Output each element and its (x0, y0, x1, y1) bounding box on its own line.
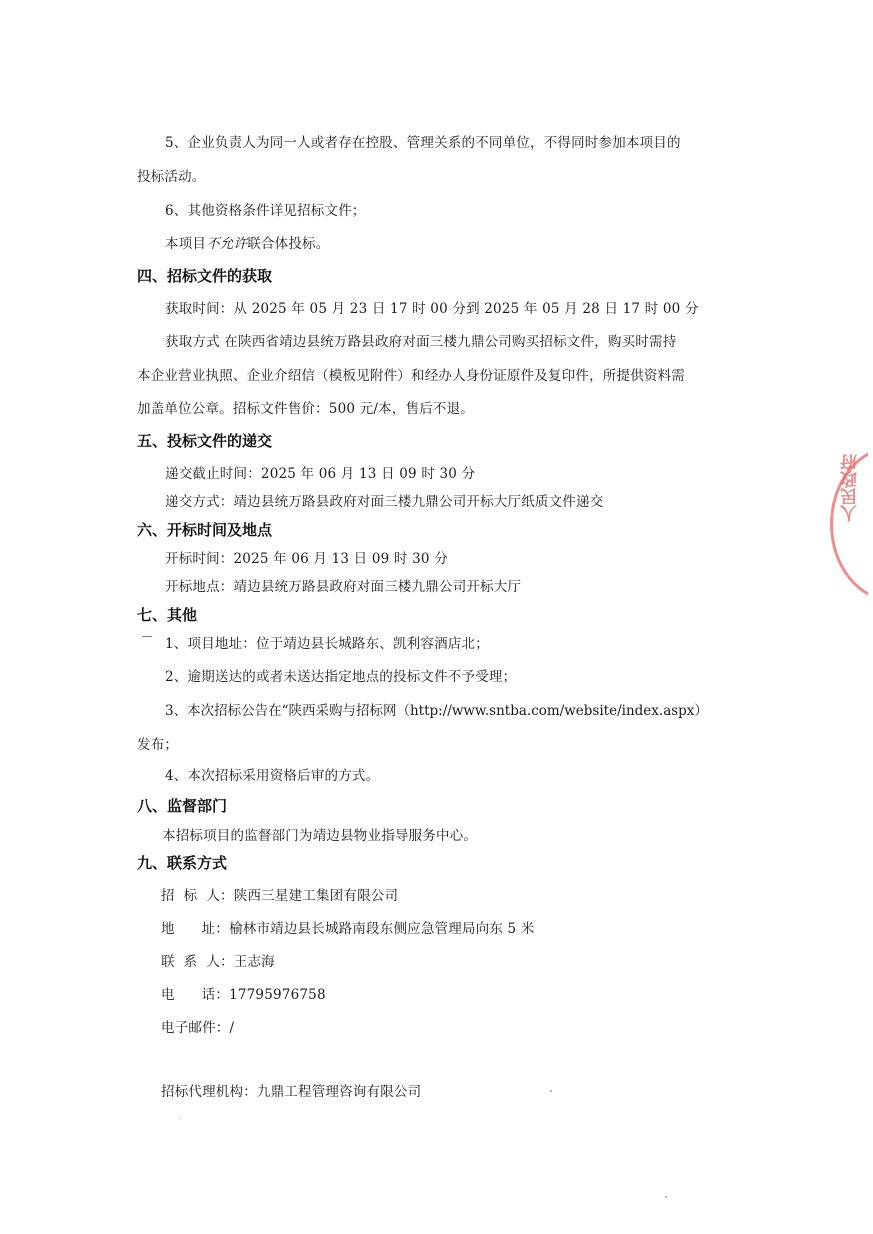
scan-speck (180, 1118, 181, 1119)
section5-deadline: 递交截止时间：2025 年 06 月 13 日 09 时 30 分 (165, 466, 476, 482)
item6: 6、其他资格条件详见招标文件； (165, 203, 366, 219)
section5-method: 递交方式：靖边县统万路县政府对面三楼九鼎公司开标大厅纸质文件递交 (165, 494, 604, 510)
contact-phone (161, 986, 326, 1004)
item5-line1: 5、企业负责人为同一人或者存在控股、管理关系的不同单位，不得同时参加本项目的 (165, 135, 681, 151)
section7-item2: 2、逾期送达的或者未送达指定地点的投标文件不予受理； (165, 669, 517, 685)
official-seal-stamp (828, 446, 868, 596)
section4-method-line1: 获取方式 在陕西省靖边县统万路县政府对面三楼九鼎公司购买招标文件，购买时需持 (165, 334, 677, 350)
seal-text: 人民政府 (841, 454, 861, 522)
section4-time: 获取时间：从 2025 年 05 月 23 日 17 时 00 分到 2025 年 05 月 28 日 17 时 00 分 (165, 301, 699, 317)
section5-heading: 五、投标文件的递交 (137, 432, 273, 450)
section8-heading: 八、监督部门 (137, 797, 228, 815)
section6-time: 开标时间：2025 年 06 月 13 日 09 时 30 分 (165, 551, 448, 567)
margin-tick-mark (142, 636, 152, 637)
section7-item3-line2: 发布； (137, 737, 179, 753)
address-label: 地 址： (161, 921, 230, 937)
consortium-italic: 不允许 (206, 236, 248, 252)
consortium-suffix: 联合体投标。 (247, 236, 330, 252)
contact-person (161, 953, 275, 971)
section4-method-line3: 加盖单位公章。招标文件售价：500 元/本，售后不退。 (137, 401, 475, 417)
consortium-note (165, 235, 329, 253)
section4-method-line2: 本企业营业执照、企业介绍信（模板见附件）和经办人身份证原件及复印件，所提供资料需 (137, 368, 685, 384)
tenderer-label: 招 标 人： (161, 888, 234, 904)
address-value: 榆林市靖边县长城路南段东侧应急管理局向东 5 米 (229, 921, 535, 937)
agency-label: 招标代理机构： (161, 1084, 257, 1100)
contact-email (161, 1019, 234, 1037)
scan-speck (550, 1090, 552, 1092)
section9-heading: 九、联系方式 (137, 854, 228, 872)
section6-place: 开标地点：靖边县统万路县政府对面三楼九鼎公司开标大厅 (165, 579, 522, 595)
agency-value: 九鼎工程管理咨询有限公司 (256, 1084, 422, 1100)
section8-text: 本招标项目的监督部门为靖边县物业指导服务中心。 (162, 828, 478, 844)
phone-label: 电 话： (161, 987, 230, 1003)
phone-value: 17795976758 (229, 987, 326, 1003)
email-label: 电子邮件： (161, 1020, 230, 1036)
consortium-prefix: 本项目 (165, 236, 207, 252)
contact-value: 王志海 (233, 954, 275, 970)
section7-item1: 1、项目地址：位于靖边县长城路东、凯利容酒店北； (165, 636, 489, 652)
section6-heading: 六、开标时间及地点 (137, 521, 273, 539)
item5-line2: 投标活动。 (137, 169, 206, 185)
section7-heading: 七、其他 (137, 606, 198, 624)
scan-speck (665, 1196, 667, 1198)
tenderer-value: 陕西三星建工集团有限公司 (233, 888, 399, 904)
contact-tenderer (161, 887, 398, 905)
section7-item4: 4、本次招标采用资格后审的方式。 (165, 768, 380, 784)
email-value: / (229, 1020, 235, 1036)
contact-label: 联 系 人： (161, 954, 234, 970)
contact-address (161, 920, 535, 938)
section7-item3-line1: 3、本次招标公告在“陕西采购与招标网（http://www.sntba.com/website/index.aspx） (165, 703, 708, 719)
section4-heading: 四、招标文件的获取 (137, 267, 273, 285)
contact-agency (161, 1083, 421, 1101)
